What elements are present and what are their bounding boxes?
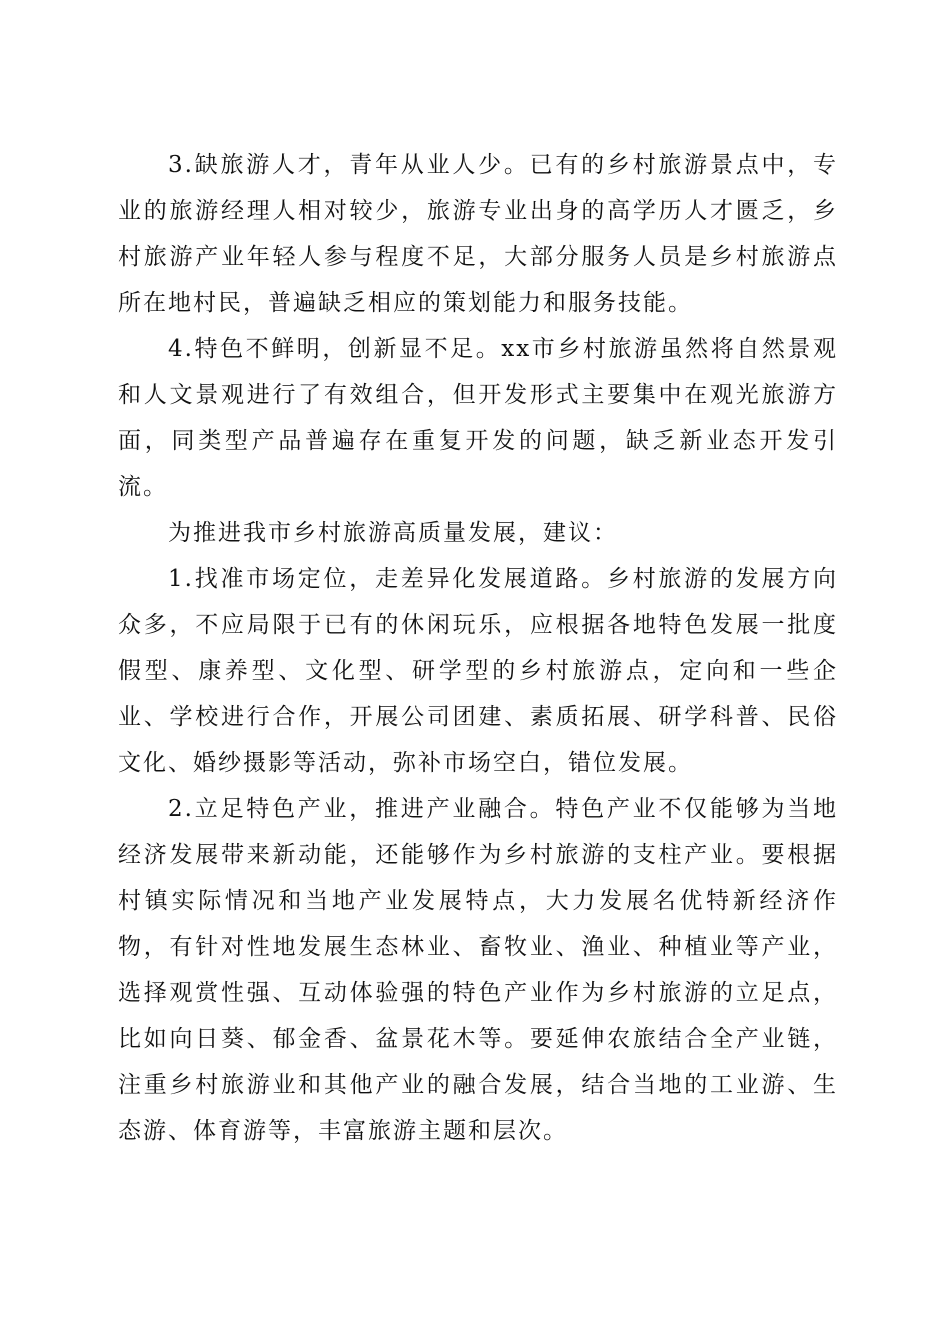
paragraph-industry-integration: 2.立足特色产业，推进产业融合。特色产业不仅能够为当地经济发展带来新动能，还能够作为乡村旅游的支柱产业。要根据村镇实际情况和当地产业发展特点，大力发展名优特新经济作物，有针对性地发展生态林业、畜牧业、渔业、种植业等产业，选择观赏性强、互动体验强的特色产业作为乡村旅游的立足点，比如向日葵、郁金香、盆景花木等。要延伸农旅结合全产业链，注重乡村旅游业和其他产业的融合发展，结合当地的工业游、生态游、体育游等，丰富旅游主题和层次。 <box>118 796 838 1144</box>
paragraph-talent-shortage: 3.缺旅游人才，青年从业人少。已有的乡村旅游景点中，专业的旅游经理人相对较少，旅游专业出身的高学历人才匮乏，乡村旅游产业年轻人参与程度不足，大部分服务人员是乡村旅游点所在地村民，普遍缺乏相应的策划能力和服务技能。 <box>118 152 838 316</box>
paragraph-suggestions-intro: 为推进我市乡村旅游高质量发展，建议： <box>168 520 618 546</box>
paragraph-lack-of-features: 4.特色不鲜明，创新显不足。xx市乡村旅游虽然将自然景观和人文景观进行了有效组合，但开发形式主要集中在观光旅游方面，同类型产品普遍存在重复开发的问题，缺乏新业态开发引流。 <box>118 336 838 500</box>
paragraph-market-positioning: 1.找准市场定位，走差异化发展道路。乡村旅游的发展方向众多，不应局限于已有的休闲玩乐，应根据各地特色发展一批度假型、康养型、文化型、研学型的乡村旅游点，定向和一些企业、学校进行合作，开展公司团建、素质拓展、研学科普、民俗文化、婚纱摄影等活动，弥补市场空白，错位发展。 <box>118 566 838 776</box>
document-body <box>118 142 838 1154</box>
